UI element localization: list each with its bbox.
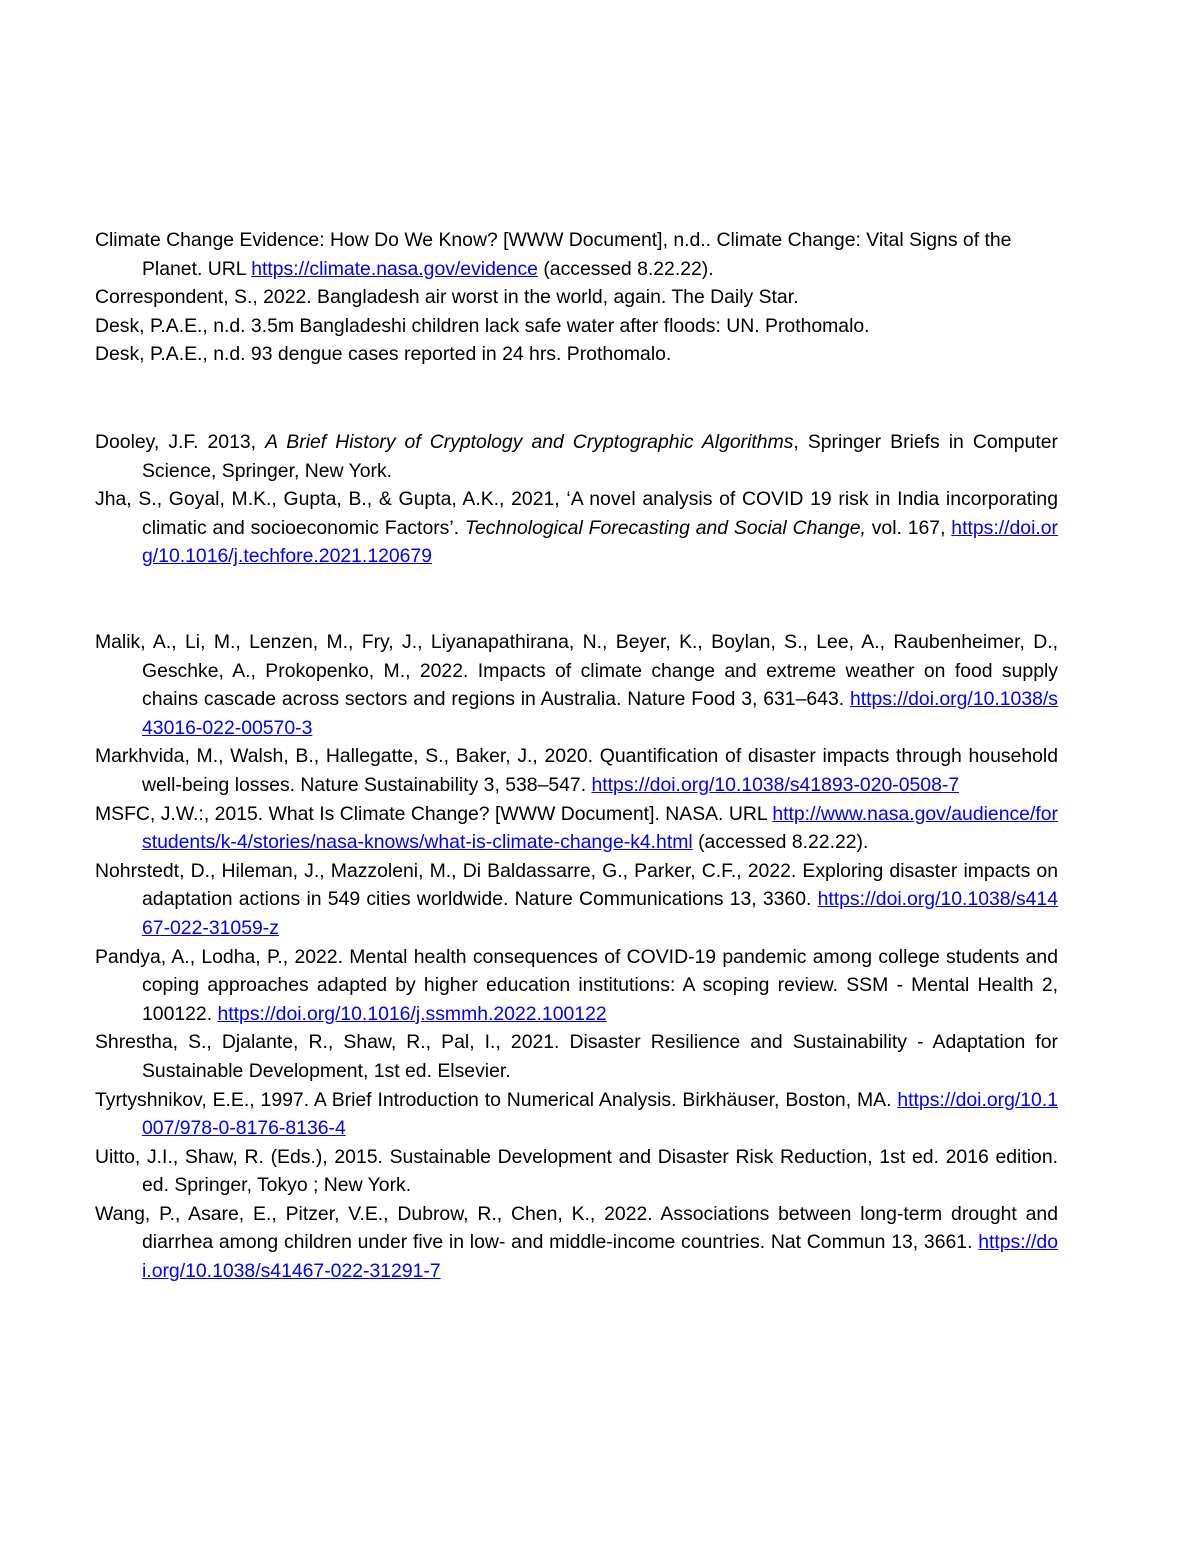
reference-text: (accessed 8.22.22). <box>537 257 714 280</box>
reference-text: Desk, P.A.E., n.d. 93 dengue cases reported in 24 hrs. Prothomalo. <box>95 343 672 366</box>
reference-entry <box>95 628 1058 742</box>
reference-link[interactable]: https://doi.org/10.1016/j.techfore.2021.120679 <box>142 516 1059 568</box>
reference-group-2 <box>95 428 1058 571</box>
reference-entry <box>95 226 1058 283</box>
reference-text: Jha, S., Goyal, M.K., Gupta, B., & Gupta, A.K., 2021, ‘A novel analysis of COVID 19 risk in India incorporating climatic and socioeconomic Factors’. <box>95 488 1058 539</box>
reference-link[interactable]: https://doi.org/10.1007/978-0-8176-8136-4 <box>142 1088 1058 1140</box>
reference-text: Tyrtyshnikov, E.E., 1997. A Brief Introduction to Numerical Analysis. Birkhäuser, Boston, MA. <box>95 1088 898 1111</box>
reference-link[interactable]: https://doi.org/10.1016/j.ssmmh.2022.100122 <box>217 1002 607 1025</box>
reference-entry <box>95 340 1058 369</box>
reference-entry <box>95 857 1058 943</box>
reference-text: (accessed 8.22.22). <box>692 831 869 854</box>
reference-entry <box>95 485 1058 571</box>
reference-text: Nohrstedt, D., Hileman, J., Mazzoleni, M., Di Baldassarre, G., Parker, C.F., 2022. Exploring disaster impacts on adaptation actions in 549 cities worldwide. Nature Communications 13, 3360. <box>95 859 1058 911</box>
reference-text: Pandya, A., Lodha, P., 2022. Mental health consequences of COVID-19 pandemic among college students and coping approaches adapted by higher education institutions: A scoping review. SSM - Mental Health 2, 100122. <box>95 945 1058 1025</box>
reference-entry <box>95 1028 1058 1085</box>
reference-text: Malik, A., Li, M., Lenzen, M., Fry, J., Liyanapathirana, N., Beyer, K., Boylan, S., Lee, A., Raubenheimer, D., Geschke, A., Prokopenko, M., 2022. Impacts of climate change and extreme weather on food supply chains cascade across sectors and regions in Australia. Nature Food 3, 631–643. <box>95 631 1058 711</box>
reference-entry <box>95 1143 1058 1200</box>
reference-entry <box>95 428 1058 485</box>
reference-text: Correspondent, S., 2022. Bangladesh air worst in the world, again. The Daily Star. <box>95 286 799 309</box>
reference-link[interactable]: http://www.nasa.gov/audience/forstudents/k-4/stories/nasa-knows/what-is-climate-change-k4.html <box>142 802 1058 854</box>
reference-text: Uitto, J.I., Shaw, R. (Eds.), 2015. Sustainable Development and Disaster Risk Reduction, 1st ed. 2016 edition. ed. Springer, Tokyo ; New York. <box>95 1145 1058 1197</box>
reference-entry <box>95 742 1058 799</box>
reference-link[interactable]: https://doi.org/10.1038/s41467-022-31291-7 <box>142 1231 1058 1283</box>
reference-text: Wang, P., Asare, E., Pitzer, V.E., Dubrow, R., Chen, K., 2022. Associations between long-term drought and diarrhea among children under five in low- and middle-income countries. Nat Commun 13, 3661. <box>95 1202 1058 1254</box>
reference-text: Desk, P.A.E., n.d. 3.5m Bangladeshi children lack safe water after floods: UN. Prothomalo. <box>95 314 870 337</box>
reference-entry <box>95 800 1058 857</box>
reference-text: Markhvida, M., Walsh, B., Hallegatte, S., Baker, J., 2020. Quantification of disaster impacts through household well-being losses. Nature Sustainability 3, 538–547. <box>95 745 1058 796</box>
reference-link[interactable]: https://doi.org/10.1038/s41893-020-0508-7 <box>591 773 960 796</box>
reference-entry <box>95 1200 1058 1286</box>
reference-link[interactable]: https://doi.org/10.1038/s41467-022-31059-z <box>142 888 1058 939</box>
reference-text: Dooley, J.F. 2013, <box>95 431 266 453</box>
reference-entry <box>95 312 1058 341</box>
reference-entry <box>95 1086 1058 1143</box>
reference-title-italic: A Brief History of Cryptology and Cryptographic Algorithms <box>265 431 794 453</box>
reference-text: Shrestha, S., Djalante, R., Shaw, R., Pal, I., 2021. Disaster Resilience and Sustainability - Adaptation for Sustainable Development, 1st ed. Elsevier. <box>95 1031 1058 1082</box>
reference-group-1 <box>95 226 1058 369</box>
reference-journal-italic: Technological Forecasting and Social Change, <box>464 516 866 539</box>
reference-text: Climate Change Evidence: How Do We Know? [WWW Document], n.d.. Climate Change: Vital Signs of the Planet. URL <box>95 229 1012 280</box>
reference-group-3 <box>95 628 1058 1286</box>
reference-entry <box>95 283 1058 312</box>
reference-link[interactable]: https://doi.org/10.1038/s43016-022-00570-3 <box>142 688 1058 739</box>
reference-text: MSFC, J.W.:, 2015. What Is Climate Change? [WWW Document]. NASA. URL <box>95 802 773 825</box>
reference-text: vol. 167, <box>865 516 952 539</box>
reference-text: , Springer Briefs in Computer Science, Springer, New York. <box>142 431 1058 482</box>
reference-entry <box>95 943 1058 1029</box>
reference-link[interactable]: https://climate.nasa.gov/evidence <box>251 257 538 280</box>
